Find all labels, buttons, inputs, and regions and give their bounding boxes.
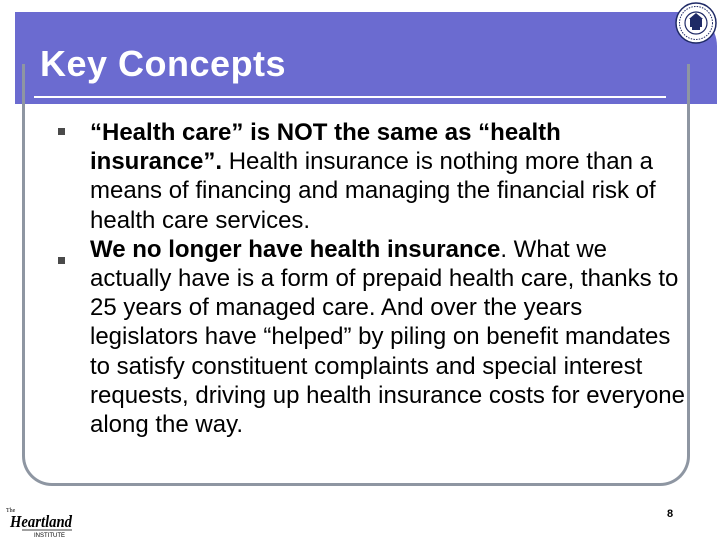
- bullet-2-text: . What we actually have is a form of prepaid health care, thanks to 25 years of managed care. And over the years legislators have “helped” by piling on benefit mandates to satisfy constituent complaints and special interest requests, driving up health insurance costs for everyone along the way.: [90, 235, 685, 439]
- logo-small-text: The: [6, 508, 16, 514]
- seal-icon: [675, 2, 717, 44]
- bullet-1-text: Health insurance is nothing more than a means of financing and managing the financial risk of health care services.: [90, 148, 656, 234]
- page-number: 8: [667, 508, 674, 520]
- logo-script-text: Heartland: [9, 512, 73, 531]
- bullet-marker-2: [58, 257, 65, 264]
- bullet-item-1: [90, 118, 690, 235]
- bullet-list: [90, 118, 690, 439]
- slide-title: Key Concepts: [40, 43, 287, 84]
- bullet-item-2: [90, 235, 690, 439]
- logo-caption: INSTITUTE: [34, 533, 65, 539]
- bullet-marker-1: [58, 128, 65, 135]
- heartland-logo: [4, 499, 74, 539]
- bullet-1-bold: “Health care” is NOT the same as “health insurance”.: [90, 119, 561, 176]
- bullet-2-bold: We no longer have health insurance: [90, 235, 501, 263]
